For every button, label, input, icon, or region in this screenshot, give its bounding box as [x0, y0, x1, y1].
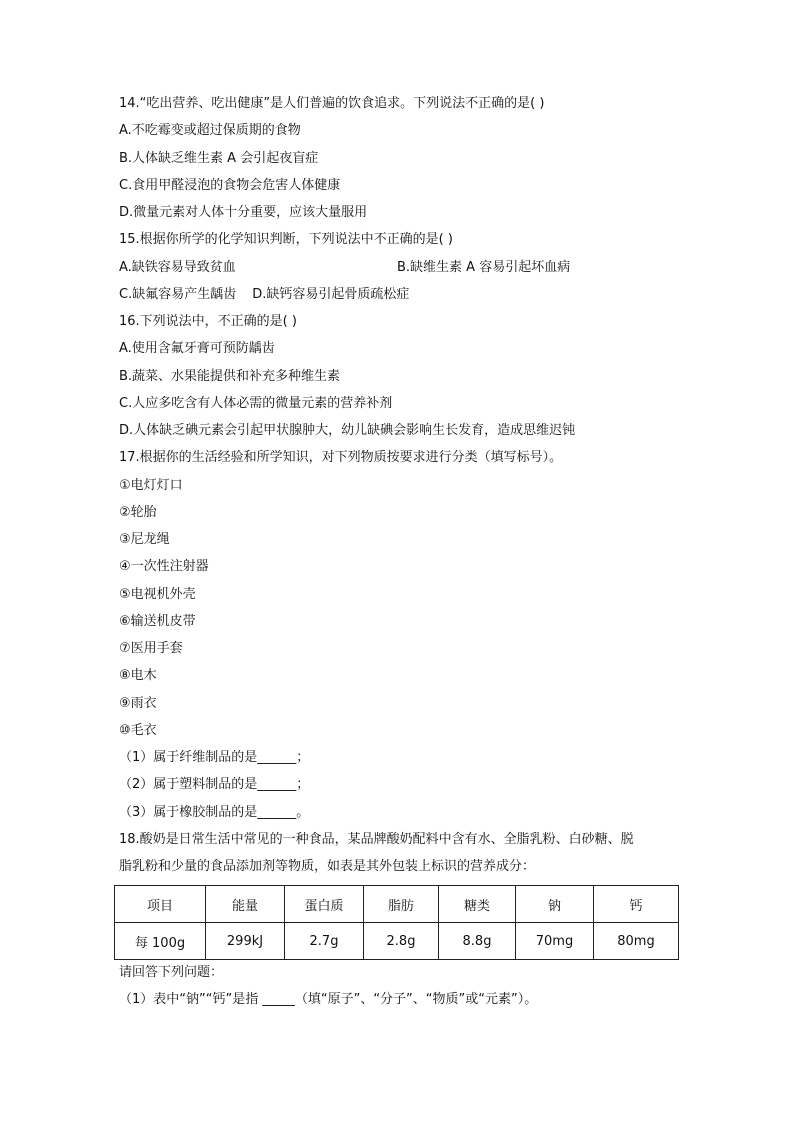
q18-stem-line-2: 脂乳粉和少量的食品添加剂等物质，如表是其外包装上标识的营养成分：	[119, 859, 536, 874]
q15-option-cd-row	[119, 286, 409, 304]
nutrition-header-cell: 脂肪	[364, 886, 439, 923]
q17-item-5: ⑤电视机外壳	[119, 587, 196, 602]
nutrition-header-row	[115, 886, 679, 923]
q14-option-c: C.食用甲醛浸泡的食物会危害人体健康	[119, 178, 341, 193]
q17-stem: 17.根据你的生活经验和所学知识，对下列物质按要求进行分类（填写标号）。	[119, 450, 563, 465]
nutrition-data-cell: 8.8g	[439, 923, 516, 960]
q17-sub-1: （1）属于纤维制品的是______；	[119, 750, 310, 765]
q16-option-a: A.使用含氟牙膏可预防龋齿	[119, 341, 275, 356]
nutrition-header-cell: 钙	[594, 886, 679, 923]
q18-stem-line-1: 18.酸奶是日常生活中常见的一种食品，某品牌酸奶配料中含有水、全脂乳粉、白砂糖、脱	[119, 832, 634, 847]
q17-item-2: ②轮胎	[119, 505, 157, 520]
q17-item-3: ③尼龙绳	[119, 532, 170, 547]
nutrition-data-cell: 2.7g	[285, 923, 364, 960]
q16-option-d: D.人体缺乏碘元素会引起甲状腺肿大，幼儿缺碘会影响生长发育，造成思维迟钝	[119, 423, 576, 438]
q17-item-10: ⑩毛衣	[119, 723, 157, 738]
q17-item-6: ⑥输送机皮带	[119, 614, 196, 629]
nutrition-data-cell: 每 100g	[115, 923, 206, 960]
q17-item-4: ④一次性注射器	[119, 559, 209, 574]
q14-stem: 14.“吃出营养、吃出健康”是人们普遍的饮食追求。下列说法不正确的是( )	[119, 96, 545, 111]
nutrition-header-cell: 项目	[115, 886, 206, 923]
q17-sub-2: （2）属于塑料制品的是______；	[119, 777, 310, 792]
q15-option-d: D.缺钙容易引起骨质疏松症	[252, 287, 410, 302]
q15-stem: 15.根据你所学的化学知识判断，下列说法中不正确的是( )	[119, 232, 453, 247]
nutrition-header-cell: 糖类	[439, 886, 516, 923]
q14-option-b: B.人体缺乏维生素 A 会引起夜盲症	[119, 151, 319, 166]
q17-item-8: ⑧电木	[119, 668, 157, 683]
q14-option-d: D.微量元素对人体十分重要，应该大量服用	[119, 205, 368, 220]
q16-option-b: B.蔬菜、水果能提供和补充多种维生素	[119, 369, 341, 384]
q18-sub-1: （1）表中“钠”“钙”是指 _____（填“原子”、“分子”、“物质”或“元素”）。	[119, 992, 538, 1007]
nutrition-header-cell: 能量	[206, 886, 285, 923]
q16-option-c: C.人应多吃含有人体必需的微量元素的营养补剂	[119, 396, 393, 411]
nutrition-table	[114, 885, 679, 960]
q17-sub-3: （3）属于橡胶制品的是______。	[119, 805, 310, 820]
nutrition-header-cell: 蛋白质	[285, 886, 364, 923]
q14-option-a: A.不吃霉变或超过保质期的食物	[119, 123, 301, 138]
q15-option-a: A.缺铁容易导致贫血	[119, 260, 236, 275]
q16-stem: 16.下列说法中，不正确的是( )	[119, 314, 297, 329]
q17-item-9: ⑨雨衣	[119, 696, 157, 711]
nutrition-data-cell: 299kJ	[206, 923, 285, 960]
nutrition-data-cell: 80mg	[594, 923, 679, 960]
q15-option-c: C.缺氟容易产生龋齿	[119, 287, 237, 302]
nutrition-data-cell: 2.8g	[364, 923, 439, 960]
q18-prompt: 请回答下列问题：	[119, 965, 224, 980]
q15-option-b: B.缺维生素 A 容易引起坏血病	[397, 260, 571, 275]
q17-item-1: ①电灯灯口	[119, 478, 183, 493]
nutrition-data-cell: 70mg	[516, 923, 594, 960]
q17-item-7: ⑦医用手套	[119, 641, 183, 656]
nutrition-header-cell: 钠	[516, 886, 594, 923]
nutrition-data-row	[115, 923, 679, 960]
